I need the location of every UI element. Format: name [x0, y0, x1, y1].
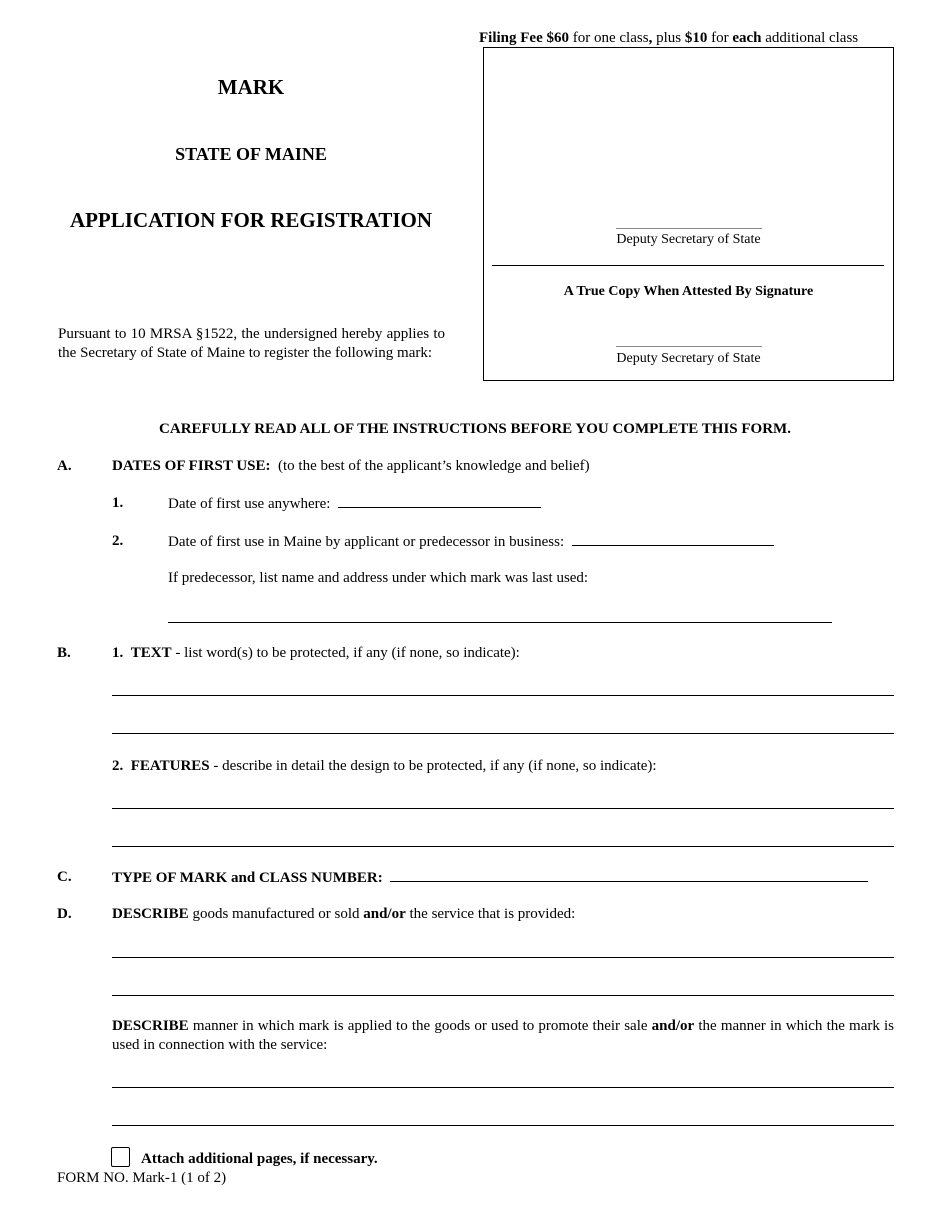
text-title: TEXT [130, 645, 172, 661]
features-field-line-2[interactable] [112, 846, 894, 847]
box-divider [492, 265, 884, 266]
section-b-letter: B. [57, 645, 71, 661]
section-c-letter: C. [57, 869, 72, 885]
fee-text-each: each [732, 30, 762, 46]
section-a-heading [112, 458, 590, 475]
fee-text-plus: plus [656, 30, 682, 46]
andor-label-2: and/or [651, 1018, 695, 1034]
predecessor-label: If predecessor, list name and address under which mark was last used: [168, 570, 589, 586]
fee-amount-first: $60 [546, 30, 569, 46]
first-use-maine-field[interactable] [572, 533, 774, 546]
section-d-letter: D. [57, 906, 72, 922]
fee-amount-additional: $10 [684, 30, 708, 46]
pursuant-statement: Pursuant to 10 MRSA §1522, the undersigned hereby applies to the Secretary of State of Maine to register the following mark: [58, 326, 445, 361]
goods-description-a: goods manufactured or sold [192, 906, 360, 922]
section-c-title: TYPE OF MARK and CLASS NUMBER: [112, 870, 383, 886]
class-number-field[interactable] [390, 869, 868, 882]
describe-label-2: DESCRIBE [112, 1018, 189, 1034]
state-title: STATE OF MAINE [175, 144, 327, 164]
section-b-features-heading [112, 758, 657, 775]
attach-pages-checkbox[interactable] [111, 1147, 130, 1167]
item-a2-label: Date of first use in Maine by applicant or predecessor in business: [168, 534, 565, 550]
item-a2 [168, 533, 774, 551]
item-a1 [168, 495, 541, 513]
item-a2-number: 2. [112, 533, 124, 549]
form-title: MARK [217, 75, 285, 99]
section-c-row [112, 869, 868, 887]
section-b-text-heading [112, 645, 520, 662]
item-a1-label: Date of first use anywhere: [168, 496, 331, 512]
instructions-heading: CAREFULLY READ ALL OF THE INSTRUCTIONS BEFORE YOU COMPLETE THIS FORM. [159, 421, 791, 437]
item-a1-number: 1. [112, 495, 124, 511]
section-a-note: (to the best of the applicant’s knowledge and belief) [278, 458, 590, 474]
deputy-signature-line-2 [616, 346, 762, 347]
features-description: - describe in detail the design to be protected, if any (if none, so indicate): [213, 758, 657, 774]
goods-description-b: the service that is provided: [409, 906, 576, 922]
application-title: APPLICATION FOR REGISTRATION [69, 208, 433, 232]
text-field-line-1[interactable] [112, 695, 894, 696]
predecessor-field[interactable] [168, 622, 832, 623]
attach-pages-label: Attach additional pages, if necessary. [141, 1151, 378, 1167]
text-description: - list word(s) to be protected, if any (if none, so indicate): [175, 645, 520, 661]
fee-text-one-class: for one class [572, 30, 649, 46]
section-d-goods-heading [112, 906, 575, 923]
true-copy-text: A True Copy When Attested By Signature [563, 284, 814, 299]
section-d-manner-heading [112, 1017, 894, 1055]
filing-fee-text [479, 30, 858, 47]
official-use-box [483, 47, 894, 381]
manner-field-line-1[interactable] [112, 1087, 894, 1088]
text-number: 1. [112, 645, 124, 661]
deputy-label-1: Deputy Secretary of State [616, 232, 761, 247]
form-number: FORM NO. Mark-1 (1 of 2) [57, 1170, 227, 1186]
andor-label: and/or [363, 906, 406, 922]
fee-text-additional: additional class [765, 30, 859, 46]
text-field-line-2[interactable] [112, 733, 894, 734]
fee-text-for: for [711, 30, 729, 46]
manner-description-b: the manner in which the mark is used in connection with the service: [112, 1018, 895, 1053]
section-a-title: DATES OF FIRST USE: [112, 458, 271, 474]
first-use-anywhere-field[interactable] [338, 495, 541, 508]
fee-label: Filing Fee [479, 30, 543, 46]
features-field-line-1[interactable] [112, 808, 894, 809]
deputy-label-2: Deputy Secretary of State [616, 351, 761, 366]
manner-description-a: manner in which mark is applied to the goods or used to promote their sale [192, 1018, 648, 1034]
goods-field-line-2[interactable] [112, 995, 894, 996]
features-title: FEATURES [130, 758, 210, 774]
section-a-letter: A. [57, 458, 72, 474]
features-number: 2. [112, 758, 124, 774]
deputy-signature-line-1 [616, 228, 762, 229]
fee-comma: , [648, 30, 653, 46]
manner-field-line-2[interactable] [112, 1125, 894, 1126]
describe-label: DESCRIBE [112, 906, 189, 922]
goods-field-line-1[interactable] [112, 957, 894, 958]
